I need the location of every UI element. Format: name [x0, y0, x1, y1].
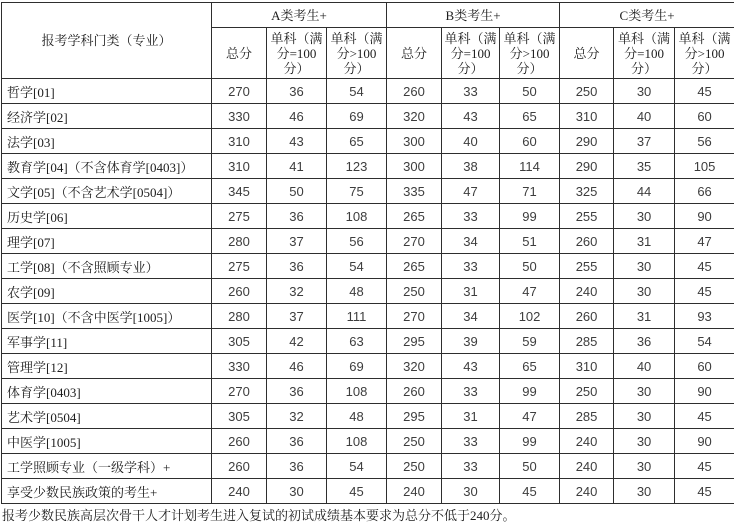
table-row [2, 429, 734, 454]
score-cell: 255 [560, 254, 614, 279]
score-cell: 30 [614, 404, 675, 429]
score-cell: 123 [327, 154, 387, 179]
table-row [2, 479, 734, 504]
column-header-total-a: 总分 [212, 28, 267, 79]
score-cell: 31 [442, 279, 500, 304]
score-cell: 99 [500, 429, 560, 454]
column-header-group-a: A类考生+ [212, 3, 387, 28]
score-cell: 45 [675, 454, 734, 479]
score-cell: 330 [212, 104, 267, 129]
score-cell: 41 [267, 154, 327, 179]
subject-cell: 军事学[11] [2, 329, 212, 354]
table-row [2, 229, 734, 254]
score-cell: 37 [267, 229, 327, 254]
score-table [1, 2, 734, 504]
score-cell: 46 [267, 104, 327, 129]
score-cell: 34 [442, 229, 500, 254]
score-cell: 47 [500, 404, 560, 429]
score-cell: 90 [675, 379, 734, 404]
subject-cell: 管理学[12] [2, 354, 212, 379]
subject-cell: 哲学[01] [2, 79, 212, 104]
score-cell: 250 [387, 454, 442, 479]
score-cell: 30 [614, 479, 675, 504]
table-row [2, 204, 734, 229]
score-cell: 285 [560, 329, 614, 354]
score-cell: 45 [675, 404, 734, 429]
score-cell: 105 [675, 154, 734, 179]
score-cell: 320 [387, 104, 442, 129]
score-cell: 45 [500, 479, 560, 504]
score-cell: 45 [327, 479, 387, 504]
score-cell: 265 [387, 204, 442, 229]
score-cell: 50 [267, 179, 327, 204]
score-cell: 260 [560, 229, 614, 254]
score-cell: 90 [675, 204, 734, 229]
score-cell: 250 [560, 79, 614, 104]
table-row [2, 329, 734, 354]
subject-cell: 艺术学[0504] [2, 404, 212, 429]
score-cell: 30 [614, 254, 675, 279]
score-cell: 36 [267, 254, 327, 279]
score-cell: 43 [442, 104, 500, 129]
score-cell: 56 [327, 229, 387, 254]
score-cell: 240 [560, 279, 614, 304]
score-cell: 310 [212, 129, 267, 154]
score-cell: 65 [500, 354, 560, 379]
score-cell: 71 [500, 179, 560, 204]
score-cell: 30 [614, 204, 675, 229]
score-cell: 36 [267, 429, 327, 454]
score-cell: 260 [387, 379, 442, 404]
score-cell: 102 [500, 304, 560, 329]
score-cell: 30 [614, 379, 675, 404]
score-cell: 240 [387, 479, 442, 504]
score-cell: 93 [675, 304, 734, 329]
score-cell: 44 [614, 179, 675, 204]
score-cell: 270 [387, 229, 442, 254]
score-cell: 50 [500, 454, 560, 479]
score-cell: 33 [442, 429, 500, 454]
score-cell: 31 [614, 304, 675, 329]
score-cell: 31 [442, 404, 500, 429]
score-cell: 335 [387, 179, 442, 204]
score-cell: 43 [267, 129, 327, 154]
column-header-total-c: 总分 [560, 28, 614, 79]
score-cell: 48 [327, 279, 387, 304]
score-cell: 260 [212, 279, 267, 304]
column-header-group-b: B类考生+ [387, 3, 560, 28]
score-cell: 54 [327, 79, 387, 104]
score-cell: 275 [212, 254, 267, 279]
score-cell: 345 [212, 179, 267, 204]
score-cell: 99 [500, 204, 560, 229]
score-cell: 305 [212, 329, 267, 354]
table-row [2, 354, 734, 379]
score-cell: 90 [675, 429, 734, 454]
column-header-single-gt100-a: 单科（满分>100分） [327, 28, 387, 79]
subject-cell: 享受少数民族政策的考生+ [2, 479, 212, 504]
score-cell: 30 [614, 79, 675, 104]
score-cell: 39 [442, 329, 500, 354]
score-cell: 50 [500, 79, 560, 104]
table-row [2, 104, 734, 129]
table-row [2, 254, 734, 279]
score-cell: 66 [675, 179, 734, 204]
score-cell: 60 [675, 354, 734, 379]
score-cell: 69 [327, 104, 387, 129]
score-cell: 35 [614, 154, 675, 179]
score-cell: 260 [560, 304, 614, 329]
score-cell: 54 [327, 454, 387, 479]
score-cell: 40 [614, 354, 675, 379]
score-cell: 36 [267, 379, 327, 404]
subject-cell: 工学[08]（不含照顾专业） [2, 254, 212, 279]
score-cell: 250 [387, 279, 442, 304]
subject-cell: 医学[10]（不含中医学[1005]） [2, 304, 212, 329]
table-row [2, 304, 734, 329]
column-header-total-b: 总分 [387, 28, 442, 79]
score-cell: 280 [212, 229, 267, 254]
score-cell: 54 [675, 329, 734, 354]
score-cell: 37 [614, 129, 675, 154]
column-header-single-gt100-c: 单科（满分>100分） [675, 28, 734, 79]
column-header-single100-a: 单科（满分=100分） [267, 28, 327, 79]
score-cell: 111 [327, 304, 387, 329]
score-cell: 240 [560, 429, 614, 454]
subject-cell: 体育学[0403] [2, 379, 212, 404]
score-cell: 310 [560, 104, 614, 129]
score-cell: 45 [675, 479, 734, 504]
score-cell: 33 [442, 254, 500, 279]
score-cell: 108 [327, 204, 387, 229]
score-cell: 43 [442, 354, 500, 379]
score-cell: 65 [327, 129, 387, 154]
table-row [2, 179, 734, 204]
score-cell: 40 [614, 104, 675, 129]
group-header-row [2, 3, 734, 28]
score-cell: 32 [267, 279, 327, 304]
subject-cell: 文学[05]（不含艺术学[0504]） [2, 179, 212, 204]
score-cell: 47 [442, 179, 500, 204]
score-cell: 31 [614, 229, 675, 254]
score-cell: 45 [675, 254, 734, 279]
score-cell: 270 [212, 79, 267, 104]
column-header-single100-c: 单科（满分=100分） [614, 28, 675, 79]
score-cell: 108 [327, 429, 387, 454]
score-cell: 33 [442, 79, 500, 104]
score-cell: 65 [500, 104, 560, 129]
score-cell: 48 [327, 404, 387, 429]
score-cell: 50 [500, 254, 560, 279]
score-cell: 59 [500, 329, 560, 354]
table-row [2, 79, 734, 104]
score-cell: 265 [387, 254, 442, 279]
score-cell: 310 [212, 154, 267, 179]
column-header-group-c: C类考生+ [560, 3, 734, 28]
score-cell: 56 [675, 129, 734, 154]
score-cell: 114 [500, 154, 560, 179]
score-cell: 34 [442, 304, 500, 329]
score-cell: 36 [267, 79, 327, 104]
score-cell: 240 [560, 479, 614, 504]
table-row [2, 404, 734, 429]
score-cell: 275 [212, 204, 267, 229]
subject-cell: 农学[09] [2, 279, 212, 304]
score-cell: 260 [387, 79, 442, 104]
score-cell: 320 [387, 354, 442, 379]
score-cell: 37 [267, 304, 327, 329]
score-cell: 36 [614, 329, 675, 354]
score-cell: 295 [387, 404, 442, 429]
score-cell: 240 [212, 479, 267, 504]
table-row [2, 129, 734, 154]
score-cell: 260 [212, 454, 267, 479]
score-cell: 290 [560, 129, 614, 154]
score-cell: 285 [560, 404, 614, 429]
score-cell: 32 [267, 404, 327, 429]
score-cell: 51 [500, 229, 560, 254]
score-cell: 270 [387, 304, 442, 329]
score-cell: 255 [560, 204, 614, 229]
score-cell: 33 [442, 454, 500, 479]
score-cell: 280 [212, 304, 267, 329]
score-cell: 33 [442, 204, 500, 229]
score-cell: 33 [442, 379, 500, 404]
score-cell: 69 [327, 354, 387, 379]
column-header-single-gt100-b: 单科（满分>100分） [500, 28, 560, 79]
score-cell: 295 [387, 329, 442, 354]
score-cell: 290 [560, 154, 614, 179]
score-cell: 30 [267, 479, 327, 504]
score-cell: 42 [267, 329, 327, 354]
score-cell: 30 [442, 479, 500, 504]
score-cell: 330 [212, 354, 267, 379]
score-cell: 75 [327, 179, 387, 204]
score-cell: 300 [387, 129, 442, 154]
score-cell: 45 [675, 79, 734, 104]
table-row [2, 279, 734, 304]
score-cell: 300 [387, 154, 442, 179]
column-header-subject: 报考学科门类（专业） [2, 3, 212, 79]
score-cell: 240 [560, 454, 614, 479]
score-cell: 54 [327, 254, 387, 279]
score-cell: 99 [500, 379, 560, 404]
subject-cell: 经济学[02] [2, 104, 212, 129]
score-cell: 45 [675, 279, 734, 304]
table-header [2, 3, 734, 79]
subject-cell: 法学[03] [2, 129, 212, 154]
score-cell: 60 [500, 129, 560, 154]
score-cell: 63 [327, 329, 387, 354]
score-cell: 36 [267, 204, 327, 229]
score-cell: 325 [560, 179, 614, 204]
table-row [2, 454, 734, 479]
subject-cell: 理学[07] [2, 229, 212, 254]
score-cell: 40 [442, 129, 500, 154]
footnote-text: 报考少数民族高层次骨干人才计划考生进入复试的初试成绩基本要求为总分不低于240分。 [2, 508, 516, 523]
score-cell: 36 [267, 454, 327, 479]
table-row [2, 154, 734, 179]
score-cell: 60 [675, 104, 734, 129]
score-cell: 47 [500, 279, 560, 304]
score-cell: 250 [560, 379, 614, 404]
score-cell: 270 [212, 379, 267, 404]
subject-cell: 教育学[04]（不含体育学[0403]） [2, 154, 212, 179]
column-header-single100-b: 单科（满分=100分） [442, 28, 500, 79]
score-cell: 30 [614, 429, 675, 454]
score-cell: 310 [560, 354, 614, 379]
score-cell: 30 [614, 454, 675, 479]
score-cell: 305 [212, 404, 267, 429]
subject-cell: 中医学[1005] [2, 429, 212, 454]
score-cell: 260 [212, 429, 267, 454]
score-cell: 38 [442, 154, 500, 179]
score-cell: 108 [327, 379, 387, 404]
table-body [2, 79, 734, 504]
subject-cell: 工学照顾专业（一级学科）+ [2, 454, 212, 479]
subject-cell: 历史学[06] [2, 204, 212, 229]
table-row [2, 379, 734, 404]
score-cell: 46 [267, 354, 327, 379]
score-cell: 250 [387, 429, 442, 454]
score-cell: 47 [675, 229, 734, 254]
score-cell: 30 [614, 279, 675, 304]
